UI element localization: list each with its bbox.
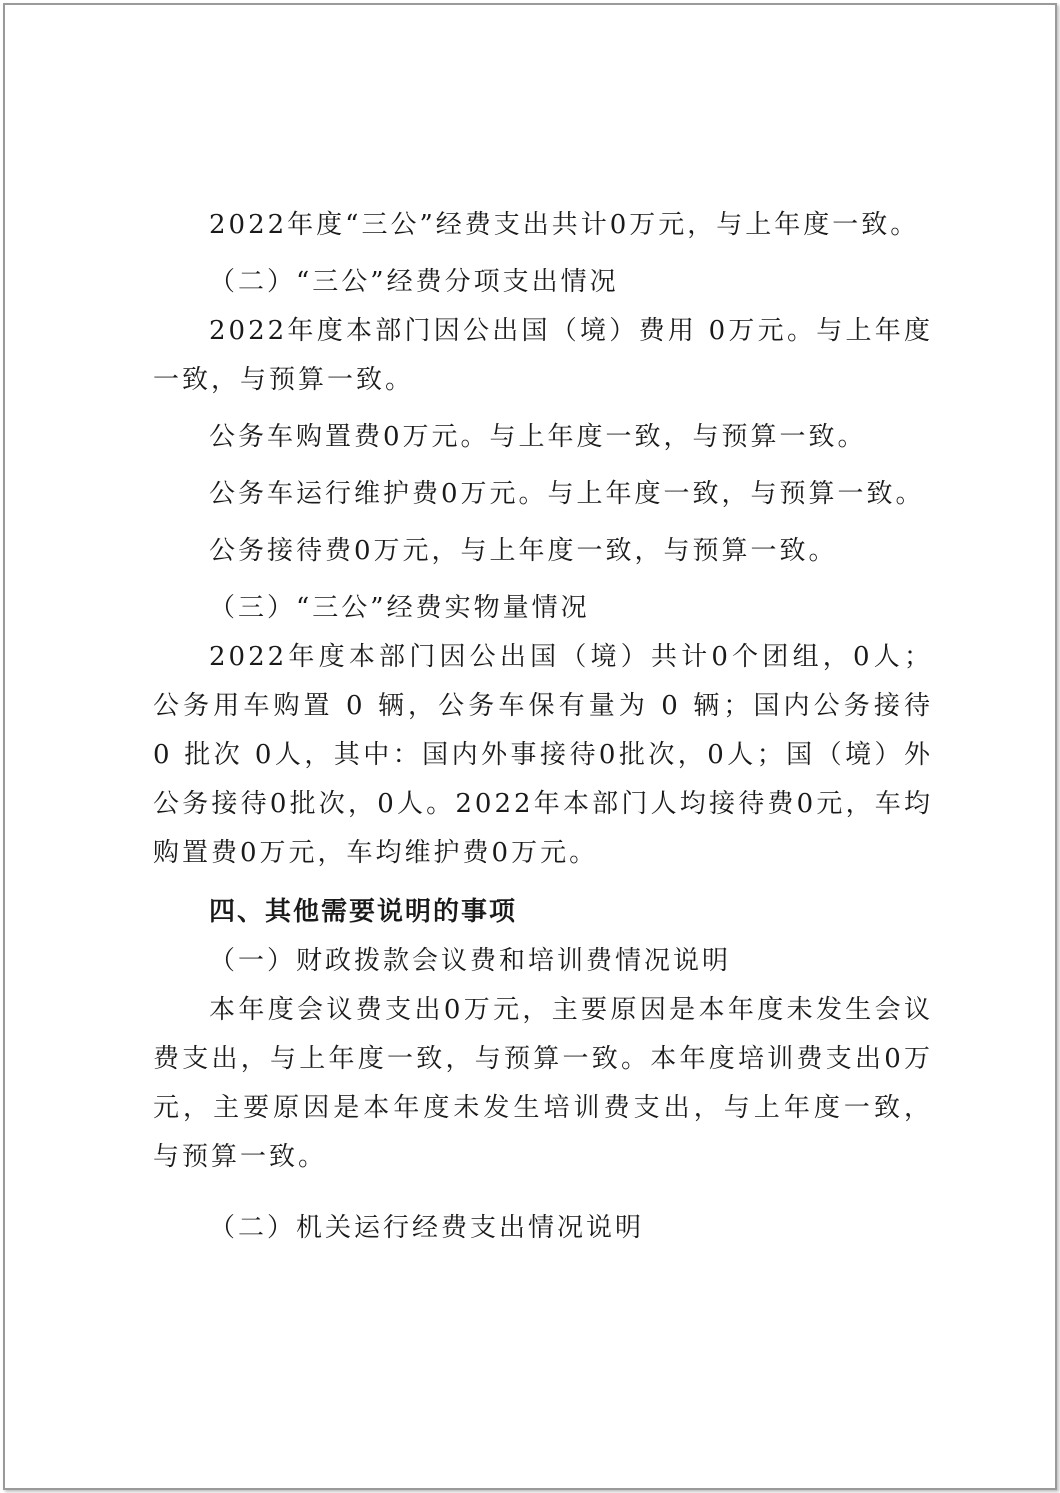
- document-body: [153, 201, 933, 1253]
- paragraph-physical-quantity-detail: 2022年度本部门因公出国（境）共计0个团组，0人；公务用车购置 0 辆，公务车保有量为 0 辆；国内公务接待 0 批次 0人，其中：国内外事接待0批次，0人；国（境）外公务接待0批次，0人。2022年本部门人均接待费0元，车均购置费0万元，车均维护费0万元。: [153, 642, 933, 868]
- heading-itemized-spending: （二）“三公”经费分项支出情况: [209, 267, 619, 297]
- paragraph-overseas-expense: 2022年度本部门因公出国（境）费用 0万元。与上年度一致，与预算一致。: [153, 316, 933, 395]
- document-page: [3, 3, 1057, 1490]
- heading-other-matters: 四、其他需要说明的事项: [209, 897, 518, 927]
- paragraph-total-spending: 2022年度“三公”经费支出共计0万元，与上年度一致。: [209, 210, 920, 240]
- heading-operating-expenses: （二）机关运行经费支出情况说明: [209, 1213, 645, 1243]
- paragraph-vehicle-purchase: 公务车购置费0万元。与上年度一致，与预算一致。: [209, 422, 867, 452]
- paragraph-meeting-training-detail: 本年度会议费支出0万元，主要原因是本年度未发生会议费支出，与上年度一致，与预算一致。本年度培训费支出0万元，主要原因是本年度未发生培训费支出，与上年度一致，与预算一致。: [153, 995, 933, 1172]
- heading-meeting-training: （一）财政拨款会议费和培训费情况说明: [209, 946, 732, 976]
- paragraph-vehicle-maintenance: 公务车运行维护费0万元。与上年度一致，与预算一致。: [209, 479, 925, 509]
- heading-physical-quantity: （三）“三公”经费实物量情况: [209, 593, 590, 623]
- paragraph-reception-expense: 公务接待费0万元，与上年度一致，与预算一致。: [209, 536, 838, 566]
